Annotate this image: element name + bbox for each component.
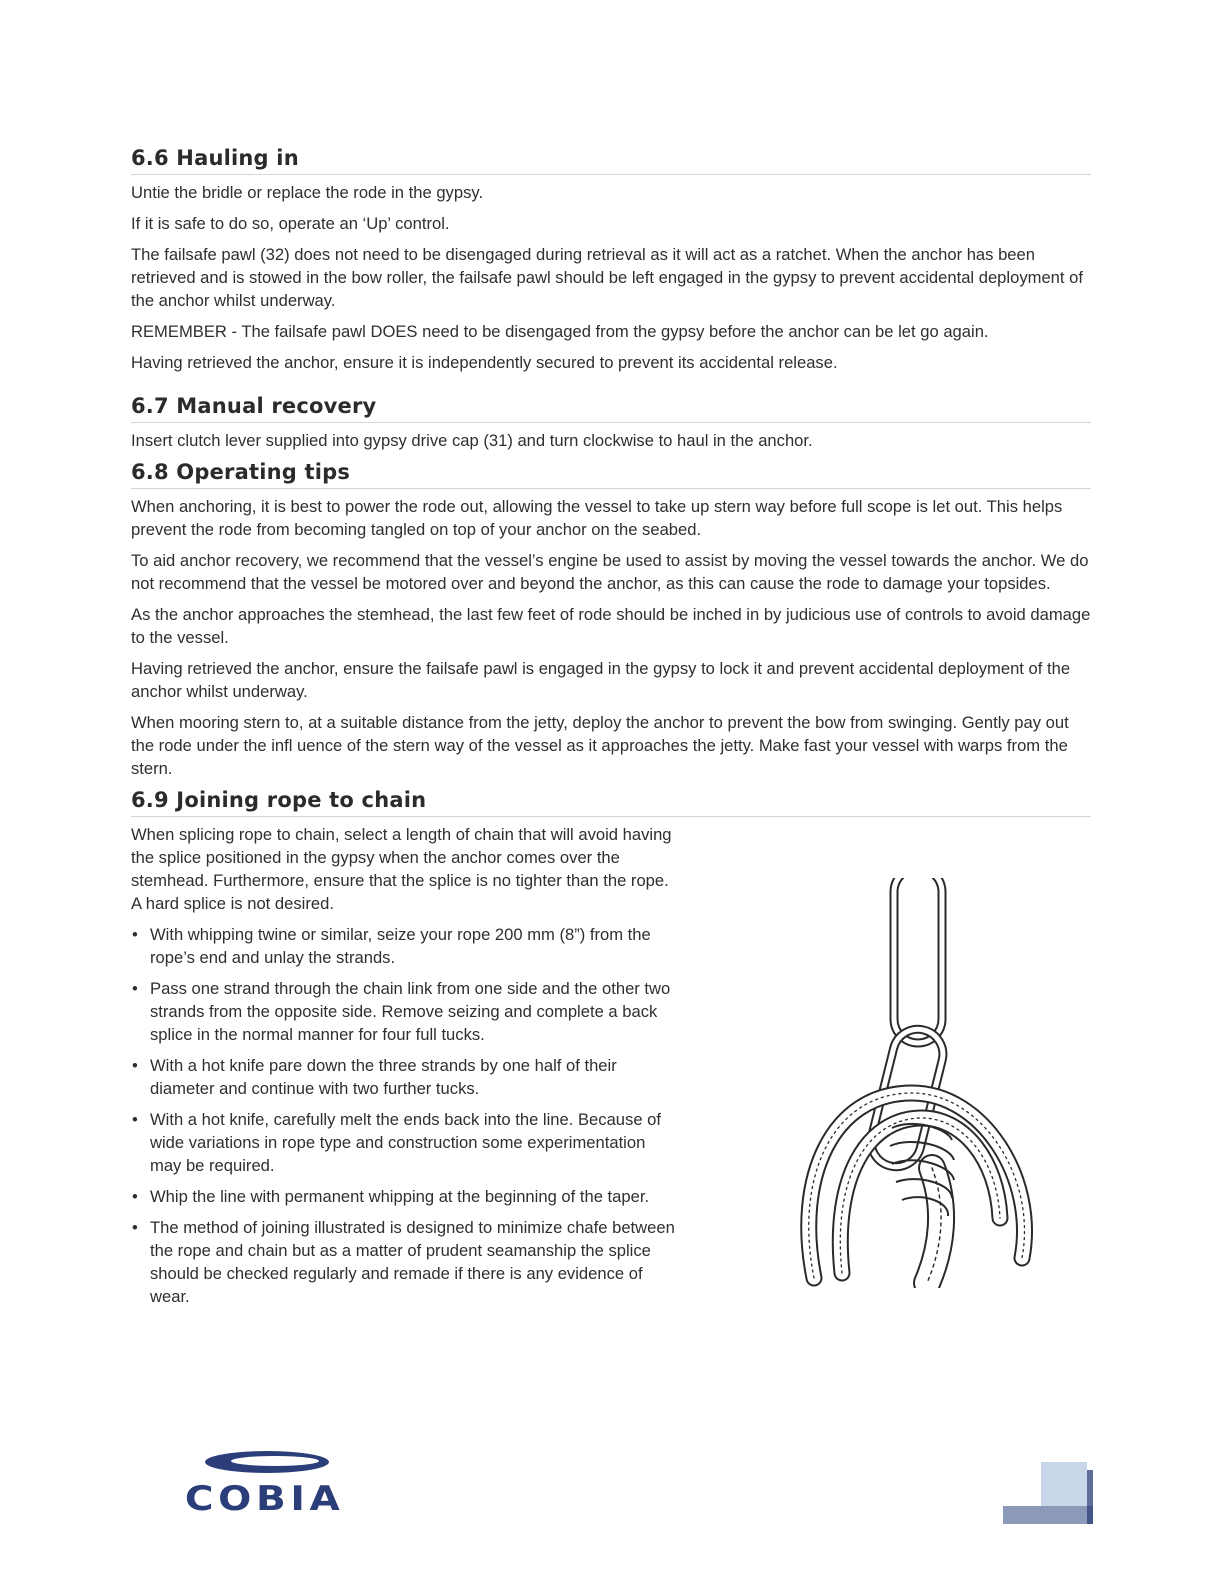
list-item-text: Pass one strand through the chain link from one side and the other two strands from the opposite side. Remove seizing and complete a back splice in the normal manner for four full tucks. <box>150 979 671 1044</box>
rope-chain-body <box>131 823 1091 1308</box>
bullet-icon: • <box>132 1218 138 1237</box>
paragraph: If it is safe to do so, operate an ‘Up’ control. <box>131 214 450 233</box>
paragraph: When mooring stern to, at a suitable distance from the jetty, deploy the anchor to prevent the bow from swinging. Gently pay out the rode under the infl uence of the stern way of the vessel as it approaches the jetty. Make fast your vessel with warps from the stern. <box>131 713 1069 778</box>
section-operating-tips <box>131 460 1091 780</box>
list-item-text: With whipping twine or similar, seize your rope 200 mm (8”) from the rope’s end and unlay the strands. <box>150 925 651 967</box>
paragraph: Insert clutch lever supplied into gypsy drive cap (31) and turn clockwise to haul in the anchor. <box>131 431 813 450</box>
list-item-text: Whip the line with permanent whipping at the beginning of the taper. <box>150 1187 650 1206</box>
list-item <box>131 1108 679 1177</box>
rope-strands <box>809 1093 1025 1283</box>
paragraph: Having retrieved the anchor, ensure it is independently secured to prevent its accidental release. <box>131 353 838 372</box>
paragraph: REMEMBER - The failsafe pawl DOES need to be disengaged from the gypsy before the anchor can be let go again. <box>131 322 989 341</box>
instruction-list <box>131 923 679 1308</box>
instructions-column <box>131 823 679 1308</box>
bullet-icon: • <box>132 1056 138 1075</box>
section-manual-recovery <box>131 394 1091 452</box>
paragraph: When anchoring, it is best to power the rode out, allowing the vessel to take up stern way before full scope is let out. This helps prevent the rode from becoming tangled on top of your anchor on the seabed. <box>131 497 1063 539</box>
section-joining-rope-to-chain <box>131 788 1091 1308</box>
paragraph: The failsafe pawl (32) does not need to be disengaged during retrieval as it will act as a ratchet. When the anchor has been retrieved and is stowed in the bow roller, the failsafe pawl should be left engaged in the gypsy to prevent accidental deployment of the anchor whilst underway. <box>131 245 1083 310</box>
paragraph: Having retrieved the anchor, ensure the failsafe pawl is engaged in the gypsy to lock it and prevent accidental deployment of the anchor whilst underway. <box>131 659 1071 701</box>
rope-chain-splice-illustration <box>772 878 1072 1288</box>
page-number-tab <box>1003 1462 1095 1524</box>
chain-link-upper <box>894 878 942 1043</box>
bullet-icon: • <box>132 1187 138 1206</box>
paragraph: Untie the bridle or replace the rode in the gypsy. <box>131 183 484 202</box>
list-item-text: The method of joining illustrated is designed to minimize chafe between the rope and chain but as a matter of prudent seamanship the splice should be checked regularly and remade if there is any evidence of wear. <box>150 1218 675 1306</box>
paragraph: As the anchor approaches the stemhead, the last few feet of rode should be inched in by judicious use of controls to avoid damage to the vessel. <box>131 605 1091 647</box>
list-item-text: With a hot knife, carefully melt the ends back into the line. Because of wide variations in rope type and construction some experimentation may be required. <box>150 1110 661 1175</box>
list-item <box>131 923 679 969</box>
section-heading: 6.8 Operating tips <box>131 460 1091 489</box>
bullet-icon: • <box>132 925 138 944</box>
logo-text: COBIA <box>184 1478 345 1516</box>
list-item <box>131 1216 679 1308</box>
section-hauling-in <box>131 146 1091 374</box>
list-item <box>131 1054 679 1100</box>
list-item <box>131 977 679 1046</box>
section-heading: 6.9 Joining rope to chain <box>131 788 1091 817</box>
cobia-logo <box>137 1448 393 1516</box>
bullet-icon: • <box>132 1110 138 1129</box>
section-heading: 6.7 Manual recovery <box>131 394 1091 423</box>
page-content <box>131 142 1091 1316</box>
paragraph: To aid anchor recovery, we recommend that the vessel’s engine be used to assist by moving the vessel towards the anchor. We do not recommend that the vessel be motored over and beyond the anchor, as this can cause the rode to damage your topsides. <box>131 551 1089 593</box>
section-heading: 6.6 Hauling in <box>131 146 1091 175</box>
list-item <box>131 1185 679 1208</box>
paragraph: A hard splice is not desired. <box>131 894 334 913</box>
paragraph: When splicing rope to chain, select a length of chain that will avoid having the splice positioned in the gypsy when the anchor comes over the stemhead. Furthermore, ensure that the splice is no tighter than the rope. <box>131 825 672 890</box>
bullet-icon: • <box>132 979 138 998</box>
list-item-text: With a hot knife pare down the three strands by one half of their diameter and continue with two further tucks. <box>150 1056 617 1098</box>
